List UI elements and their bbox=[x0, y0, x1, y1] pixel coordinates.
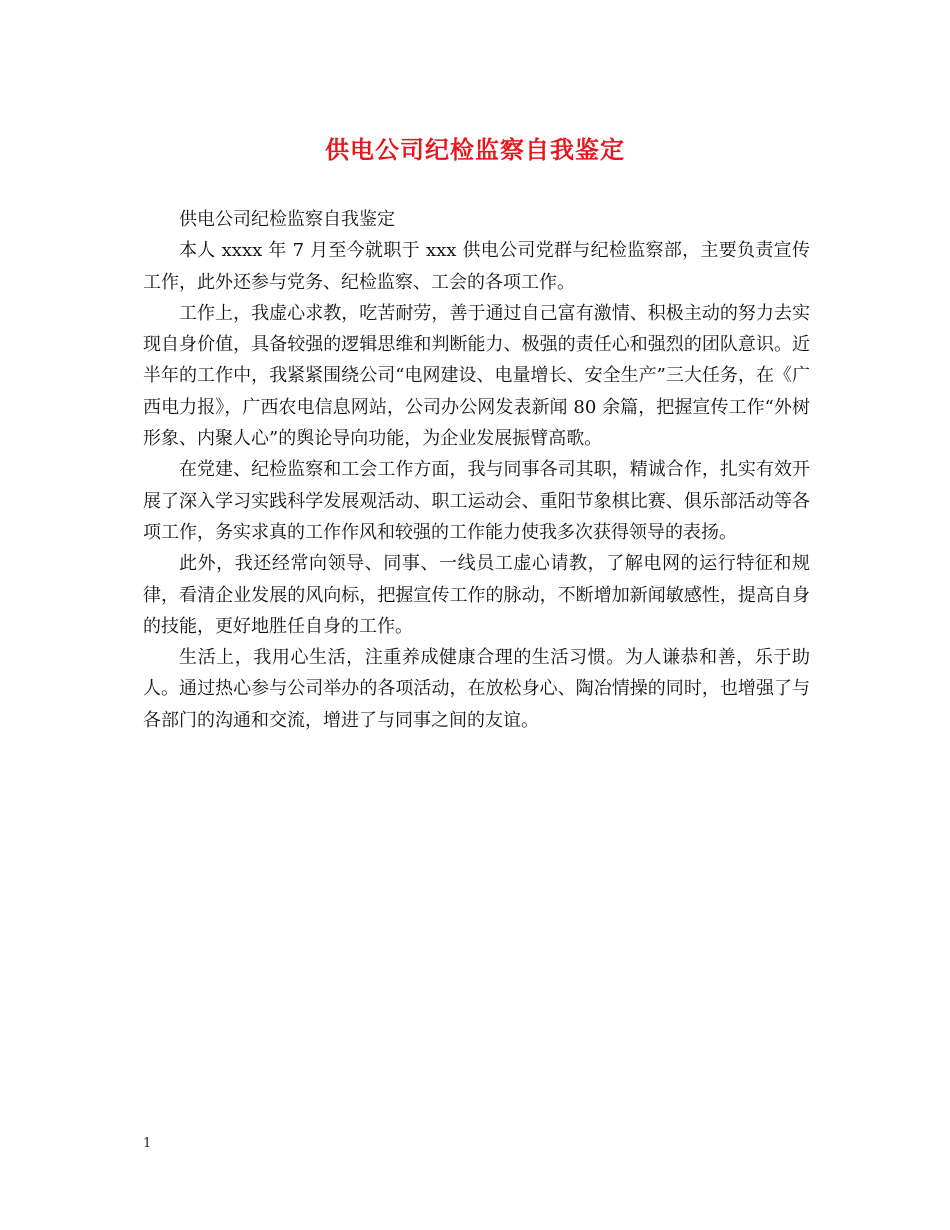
page-number: 1 bbox=[143, 1136, 152, 1151]
document-body bbox=[143, 204, 810, 736]
paragraph-party-work: 在党建、纪检监察和工会工作方面，我与同事各司其职，精诚合作，扎实有效开展了深入学习实践科学发展观活动、职工运动会、重阳节象棋比赛、俱乐部活动等各项工作，务实求真的工作作风和较强的工作能力使我多次获得领导的表扬。 bbox=[143, 459, 810, 543]
document-title: 供电公司纪检监察自我鉴定 bbox=[325, 135, 625, 164]
paragraph-subtitle: 供电公司纪检监察自我鉴定 bbox=[179, 209, 395, 230]
paragraph-intro: 本人 xxxx 年 7 月至今就职于 xxx 供电公司党群与纪检监察部，主要负责宣传工作，此外还参与党务、纪检监察、工会的各项工作。 bbox=[143, 240, 810, 293]
paragraph-work: 工作上，我虚心求教，吃苦耐劳，善于通过自己富有激情、积极主动的努力去实现自身价值，具备较强的逻辑思维和判断能力、极强的责任心和强烈的团队意识。近半年的工作中，我紧紧围绕公司“电网建设、电量增长、安全生产”三大任务，在《广西电力报》，广西农电信息网站，公司办公网发表新闻 80 余篇，把握宣传工作“外树形象、内聚人心”的舆论导向功能，为企业发展振臂高歌。 bbox=[143, 302, 810, 450]
paragraph-life: 生活上，我用心生活，注重养成健康合理的生活习惯。为人谦恭和善，乐于助人。通过热心参与公司举办的各项活动，在放松身心、陶冶情操的同时，也增强了与各部门的沟通和交流，增进了与同事之间的友谊。 bbox=[143, 647, 810, 731]
paragraph-learning: 此外，我还经常向领导、同事、一线员工虚心请教，了解电网的运行特征和规律，看清企业发展的风向标，把握宣传工作的脉动，不断增加新闻敏感性，提高自身的技能，更好地胜任自身的工作。 bbox=[143, 553, 810, 637]
